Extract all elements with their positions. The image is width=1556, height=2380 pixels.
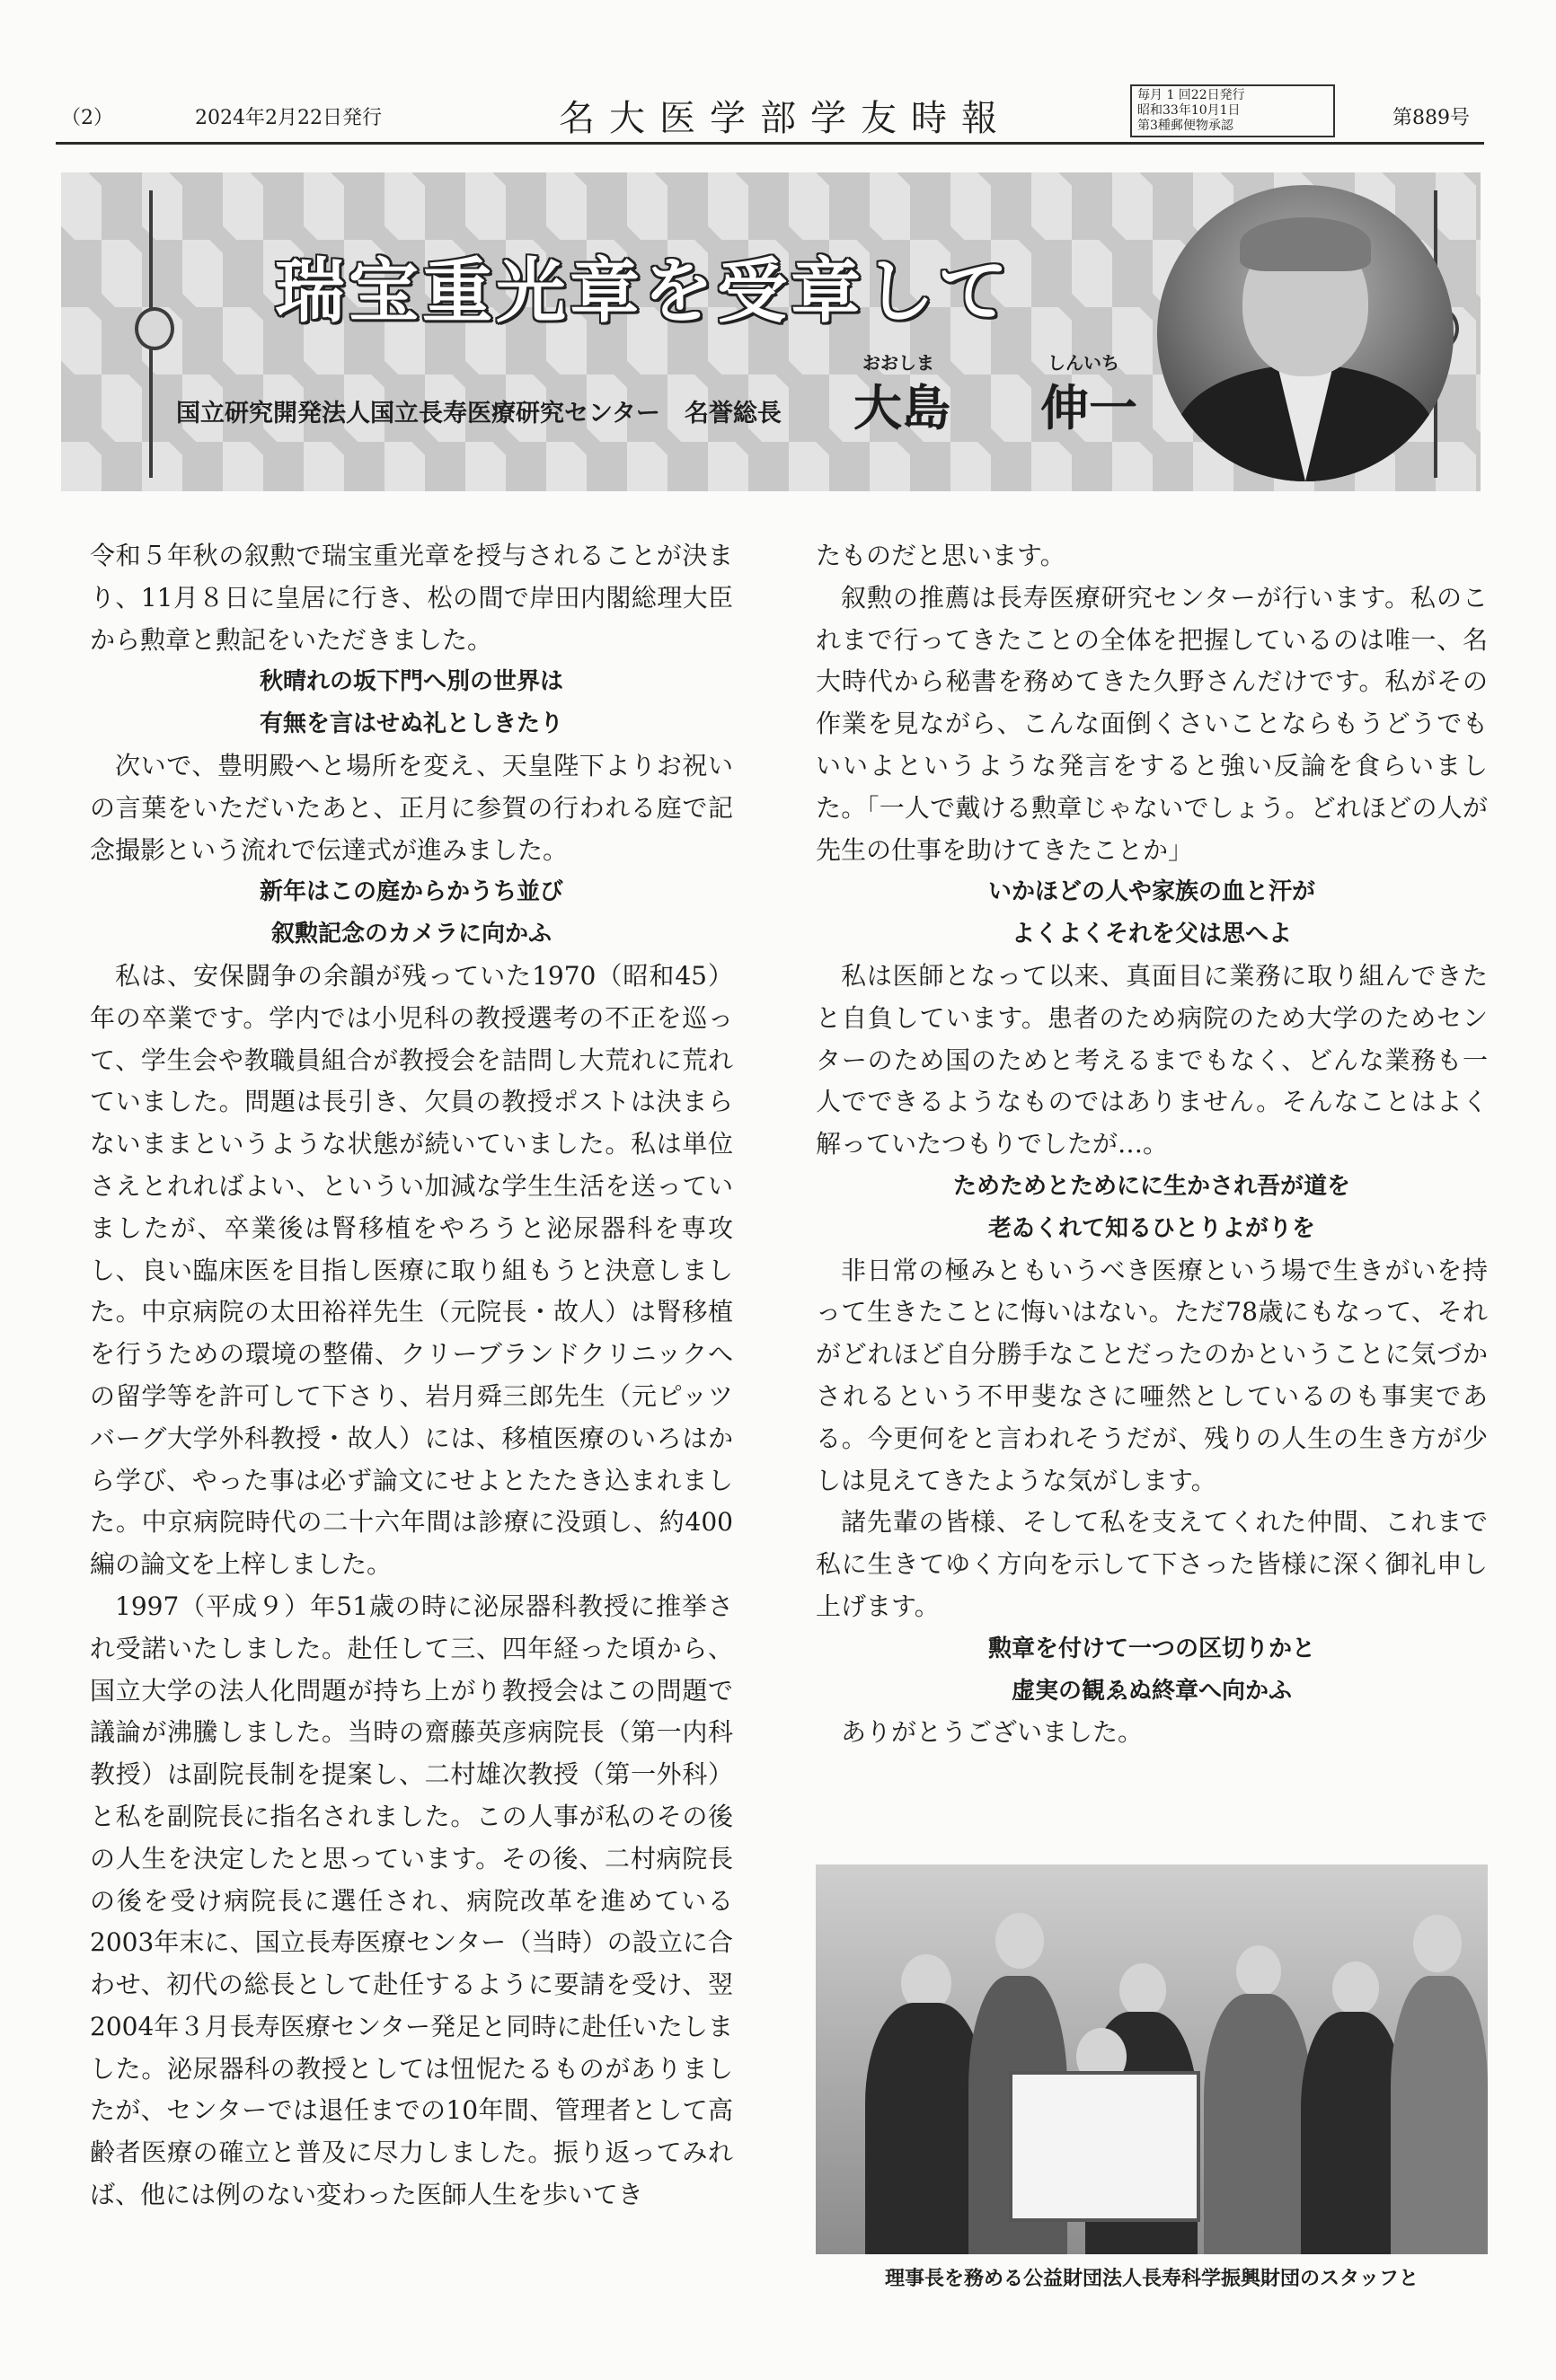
article-banner bbox=[61, 172, 1481, 491]
tanka-line: 有無を言はせぬ礼としきたり bbox=[259, 710, 563, 738]
body-paragraph: 諸先輩の皆様、そして私を支えてくれた仲間、これまで私に生きてゆく方向を示して下さった皆様に深く御礼申し上げます。 bbox=[816, 1507, 1488, 1621]
postal-line: 毎月 1 回22日発行 bbox=[1137, 88, 1245, 102]
body-paragraph: 令和５年秋の叙勲で瑞宝重光章を授与されることが決まり、11月８日に皇居に行き、松の間で岸田内閣総理大臣から勲章と勲記をいただきました。 bbox=[90, 541, 733, 655]
body-paragraph: 1997（平成９）年51歳の時に泌尿器科教授に推挙され受諾いたしました。赴任して三、四年経った頃から、国立大学の法人化問題が持ち上がり教授会はこの問題で議論が沸騰しました。当時の齋藤英彦病院長（第一内科教授）は副院長制を提案し、二村雄次教授（第一外科）と私を副院長に指名されました。この人事が私のその後の人生を決定したと思っています。その後、二村病院長の後を受け病院長に選任され、病院改革を進めている2003年末に、国立長寿医療センター（当時）の設立に合わせ、初代の総長として赴任するように要請を受け、翌2004年３月長寿医療センター発足と同時に赴任いたしました。泌尿器科の教授としては忸怩たるものがありましたが、センターでは退任までの10年間、管理者として高齢者医療の確立と普及に尽力しました。振り返ってみれば、他には例のない変わった医師人生を歩いてき bbox=[90, 1591, 733, 2210]
ornament-left-icon bbox=[133, 190, 169, 478]
tanka-line: 勲章を付けて一つの区切りかと bbox=[987, 1635, 1315, 1662]
body-paragraph: 叙勲の推薦は長寿医療研究センターが行います。私のこれまで行ってきたことの全体を把握しているのは唯一、名大時代から秘書を務めてきた久野さんだけです。私がその作業を見ながら、こんな面倒くさいことならもうどうでもいいよというような発言をすると強い反論を食らいました。「一人で戴ける勲章じゃないでしょう。どれほどの人が先生の仕事を助けてきたことか」 bbox=[816, 582, 1488, 865]
author-affiliation: 国立研究開発法人国立長寿医療研究センター 名誉総長 bbox=[176, 400, 782, 428]
tanka-line: 新年はこの庭からかうち並び bbox=[259, 878, 563, 906]
article-title: 瑞宝重光章を受章して bbox=[275, 251, 1012, 332]
author-portrait bbox=[1157, 185, 1454, 481]
issue-date: 2024年2月22日発行 bbox=[195, 107, 382, 129]
postal-line: 第3種郵便物承認 bbox=[1137, 119, 1233, 133]
photo-caption: 理事長を務める公益財団法人長寿科学振興財団のスタッフと bbox=[884, 2268, 1419, 2290]
certificate bbox=[1009, 2071, 1200, 2222]
postal-info-box bbox=[1130, 84, 1335, 137]
article-column-left bbox=[90, 535, 733, 2217]
body-paragraph: たものだと思います。 bbox=[816, 541, 1065, 570]
body-paragraph: 非日常の極みともいうべき医療という場で生きがいを持って生きたことに悔いはない。ただ78歳にもなって、それがどれほど自分勝手なことだったのかということに気づかされるという不甲斐なさに唖然としているのも事実である。今更何をと言われそうだが、残りの人生の生き方が少しは見えてきたような気がします。 bbox=[816, 1255, 1488, 1495]
body-paragraph: ありがとうございました。 bbox=[841, 1717, 1144, 1748]
author-given-name: 伸一 bbox=[1040, 379, 1137, 436]
tanka-line: ためためとためにに生かされ吾が道を bbox=[952, 1172, 1350, 1200]
tanka-line: よくよくそれを父は思へよ bbox=[1011, 921, 1292, 948]
tanka-line: 秋晴れの坂下門へ別の世界は bbox=[259, 668, 563, 696]
article-column-right bbox=[816, 535, 1488, 1754]
author-name-ruby: しんいち bbox=[1048, 352, 1119, 374]
body-paragraph: 次いで、豊明殿へと場所を変え、天皇陛下よりお祝いの言葉をいただいたあと、正月に参賀の行われる庭で記念撮影という流れで伝達式が進みました。 bbox=[90, 750, 733, 865]
page-header bbox=[56, 90, 1484, 145]
tanka-line: いかほどの人や家族の血と汗が bbox=[987, 878, 1315, 906]
group-photo bbox=[816, 1864, 1488, 2254]
tanka-line: 老ゐくれて知るひとりよがりを bbox=[987, 1214, 1315, 1242]
newspaper-title: 名大医学部学友時報 bbox=[559, 98, 1012, 139]
page-number: （2） bbox=[61, 107, 113, 129]
body-paragraph: 私は、安保闘争の余韻が残っていた1970（昭和45）年の卒業です。学内では小児科の教授選考の不正を巡って、学生会や教職員組合が教授会を詰問し大荒れに荒れていました。問題は長引き、欠員の教授ポストは決まらないままというような状態が続いていました。私は単位さえとれればよい、というい加減な学生生活を送っていましたが、卒業後は腎移植をやろうと泌尿器科を専攻し、良い臨床医を目指し医療に取り組もうと決意しました。中京病院の太田裕祥先生（元院長・故人）は腎移植を行うための環境の整備、クリーブランドクリニックへの留学等を許可して下さり、岩月舜三郎先生（元ピッツバーグ大学外科教授・故人）には、移植医療のいろはから学び、やった事は必ず論文にせよとたたき込まれました。中京病院時代の二十六年間は診療に没頭し、約400編の論文を上梓しました。 bbox=[90, 960, 733, 1580]
tanka-line: 虚実の観ゑぬ終章へ向かふ bbox=[1011, 1677, 1292, 1705]
author-name-ruby: おおしま bbox=[862, 352, 934, 374]
tanka-line: 叙勲記念のカメラに向かふ bbox=[270, 921, 552, 948]
body-paragraph: 私は医師となって以来、真面目に業務に取り組んできたと自負しています。患者のため病院のため大学のためセンターのため国のためと考えるまでもなく、どんな業務も一人でできるようなものではありません。そんなことはよく解っていたつもりでしたが…。 bbox=[816, 960, 1488, 1159]
issue-number: 第889号 bbox=[1392, 107, 1470, 129]
author-family-name: 大島 bbox=[853, 379, 950, 436]
postal-line: 昭和33年10月1日 bbox=[1137, 103, 1241, 118]
